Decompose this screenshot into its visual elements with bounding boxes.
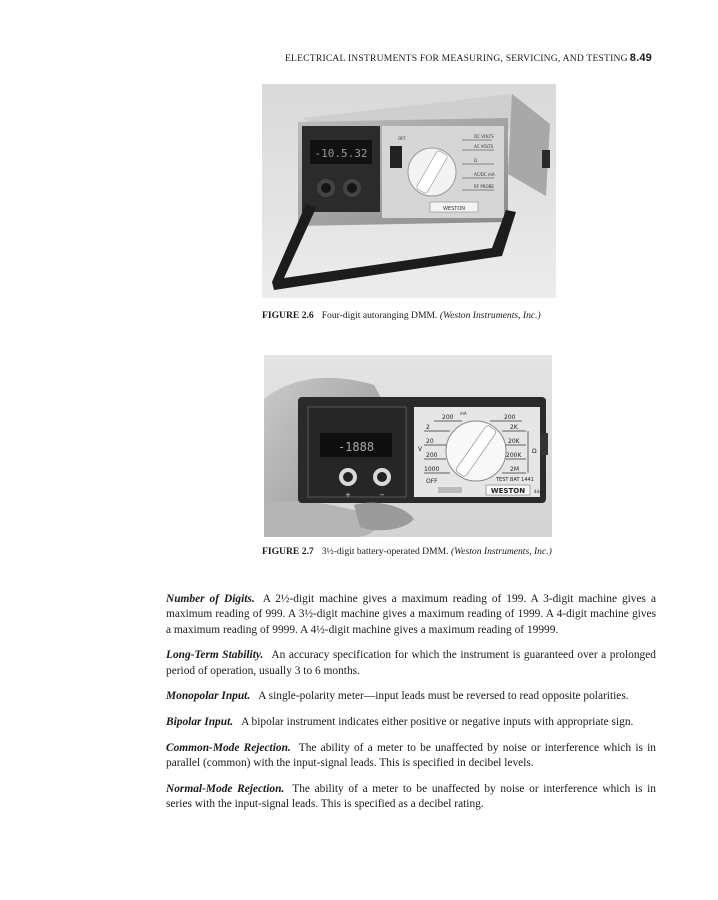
figure-2-7-unit-ma: mA [460, 411, 467, 416]
figure-2-6-mark-acv: AC VOLTS [474, 144, 494, 149]
figure-2-7-jack-minus: − [379, 491, 385, 499]
definition-term: Long-Term Stability. [166, 649, 264, 662]
definition-bipolar-input [166, 715, 656, 730]
definitions-list [166, 592, 656, 823]
figure-2-7-label: FIGURE 2.7 [262, 546, 314, 557]
figure-2-7-right-2m: 2M [510, 466, 519, 473]
figure-2-6-mark-dcv: DC VOLTS [474, 134, 494, 139]
figure-2-7-left-2: 2 [426, 424, 430, 431]
definition-text: A 2½-digit machine gives a maximum reading of 199. A 3-digit machine gives a maximum reading of 999. A 3½-digit machine gives a maximum reading of 1999. A 4-digit machine gives a maximum reading of 9999. A 4½-digit machine gives a maximum reading of 19999. [166, 593, 656, 636]
figure-2-7-unit-v: V [418, 446, 423, 453]
figure-2-7-credit: (Weston Instruments, Inc.) [450, 546, 552, 557]
definition-term: Number of Digits. [166, 593, 255, 605]
definition-text: The ability of a meter to be unaffected by noise or interference which is in series with the input-signal leads. This is specified as a decibel rating. [166, 783, 656, 811]
definition-term: Common-Mode Rejection. [166, 742, 291, 755]
figure-2-7-model: 4440 [534, 489, 545, 494]
running-head-title: ELECTRICAL INSTRUMENTS FOR MEASURING, SERVICING, AND TESTING [285, 53, 628, 64]
figure-2-6-brand: WESTON [442, 206, 466, 212]
figure-2-6-mark-off: OFF [398, 136, 406, 141]
figure-2-6-caption [262, 310, 541, 321]
definition-term: Normal-Mode Rejection. [166, 783, 285, 796]
figure-2-7-caption-text: 3½-digit battery-operated DMM. [321, 546, 449, 557]
figure-2-7-left-1000: 1000 [424, 466, 440, 473]
page-number: 8.49 [629, 52, 652, 64]
figure-2-7-brand: WESTON [490, 487, 526, 495]
figure-2-6-photo [262, 84, 556, 298]
definition-text: A bipolar instrument indicates either positive or negative inputs with appropriate sign. [241, 716, 634, 729]
running-head [285, 52, 652, 68]
figure-2-6-caption-text: Four-digit autoranging DMM. [321, 310, 438, 321]
definition-text: An accuracy specification for which the instrument is guaranteed over a prolonged period of operation, usually 3 to 6 months. [166, 649, 656, 677]
figure-2-7-photo [264, 355, 552, 537]
figure-2-6-mark-rf: RF PROBE [474, 184, 494, 189]
figure-2-7-top-right-200: 200 [504, 414, 516, 421]
definition-term: Bipolar Input. [166, 716, 234, 729]
figure-2-7-right-20k: 20K [508, 438, 520, 445]
definition-long-term-stability [166, 648, 656, 679]
figure-2-7-display: -1888 [337, 440, 375, 454]
figure-2-7-right-200k: 200K [506, 452, 522, 459]
definition-normal-mode-rejection [166, 782, 656, 813]
figure-2-7-left-200: 200 [426, 452, 438, 459]
figure-2-7-test-label: TEST BAT 1441 [496, 477, 534, 483]
definition-text: The ability of a meter to be unaffected by noise or interference which is in parallel (common) with the input-signal leads. This is specified in decibel levels. [166, 742, 656, 770]
figure-2-6-mark-ohm: Ω [474, 158, 478, 163]
figure-2-7-caption [262, 546, 552, 557]
figure-2-7-unit-ohm: Ω [532, 448, 537, 455]
figure-2-6-display: -10.5.32 [314, 147, 368, 160]
definition-text: A single-polarity meter—input leads must be reversed to read opposite polarities. [258, 690, 629, 703]
figure-2-7-left-off: OFF [426, 478, 438, 485]
figure-2-7-jack-plus: + [345, 491, 351, 499]
figure-2-7-top-left-200: 200 [442, 414, 454, 421]
definition-monopolar-input [166, 689, 656, 704]
definition-term: Monopolar Input. [166, 690, 251, 703]
figure-2-6-credit: (Weston Instruments, Inc.) [439, 310, 541, 321]
figure-2-7-right-2k: 2K [510, 424, 518, 431]
figure-2-6-mark-ma: AC/DC mA [474, 172, 495, 177]
figure-2-7-left-20: 20 [426, 438, 434, 445]
definition-common-mode-rejection [166, 741, 656, 772]
figure-2-6-label: FIGURE 2.6 [262, 310, 314, 321]
definition-number-of-digits [166, 592, 656, 638]
